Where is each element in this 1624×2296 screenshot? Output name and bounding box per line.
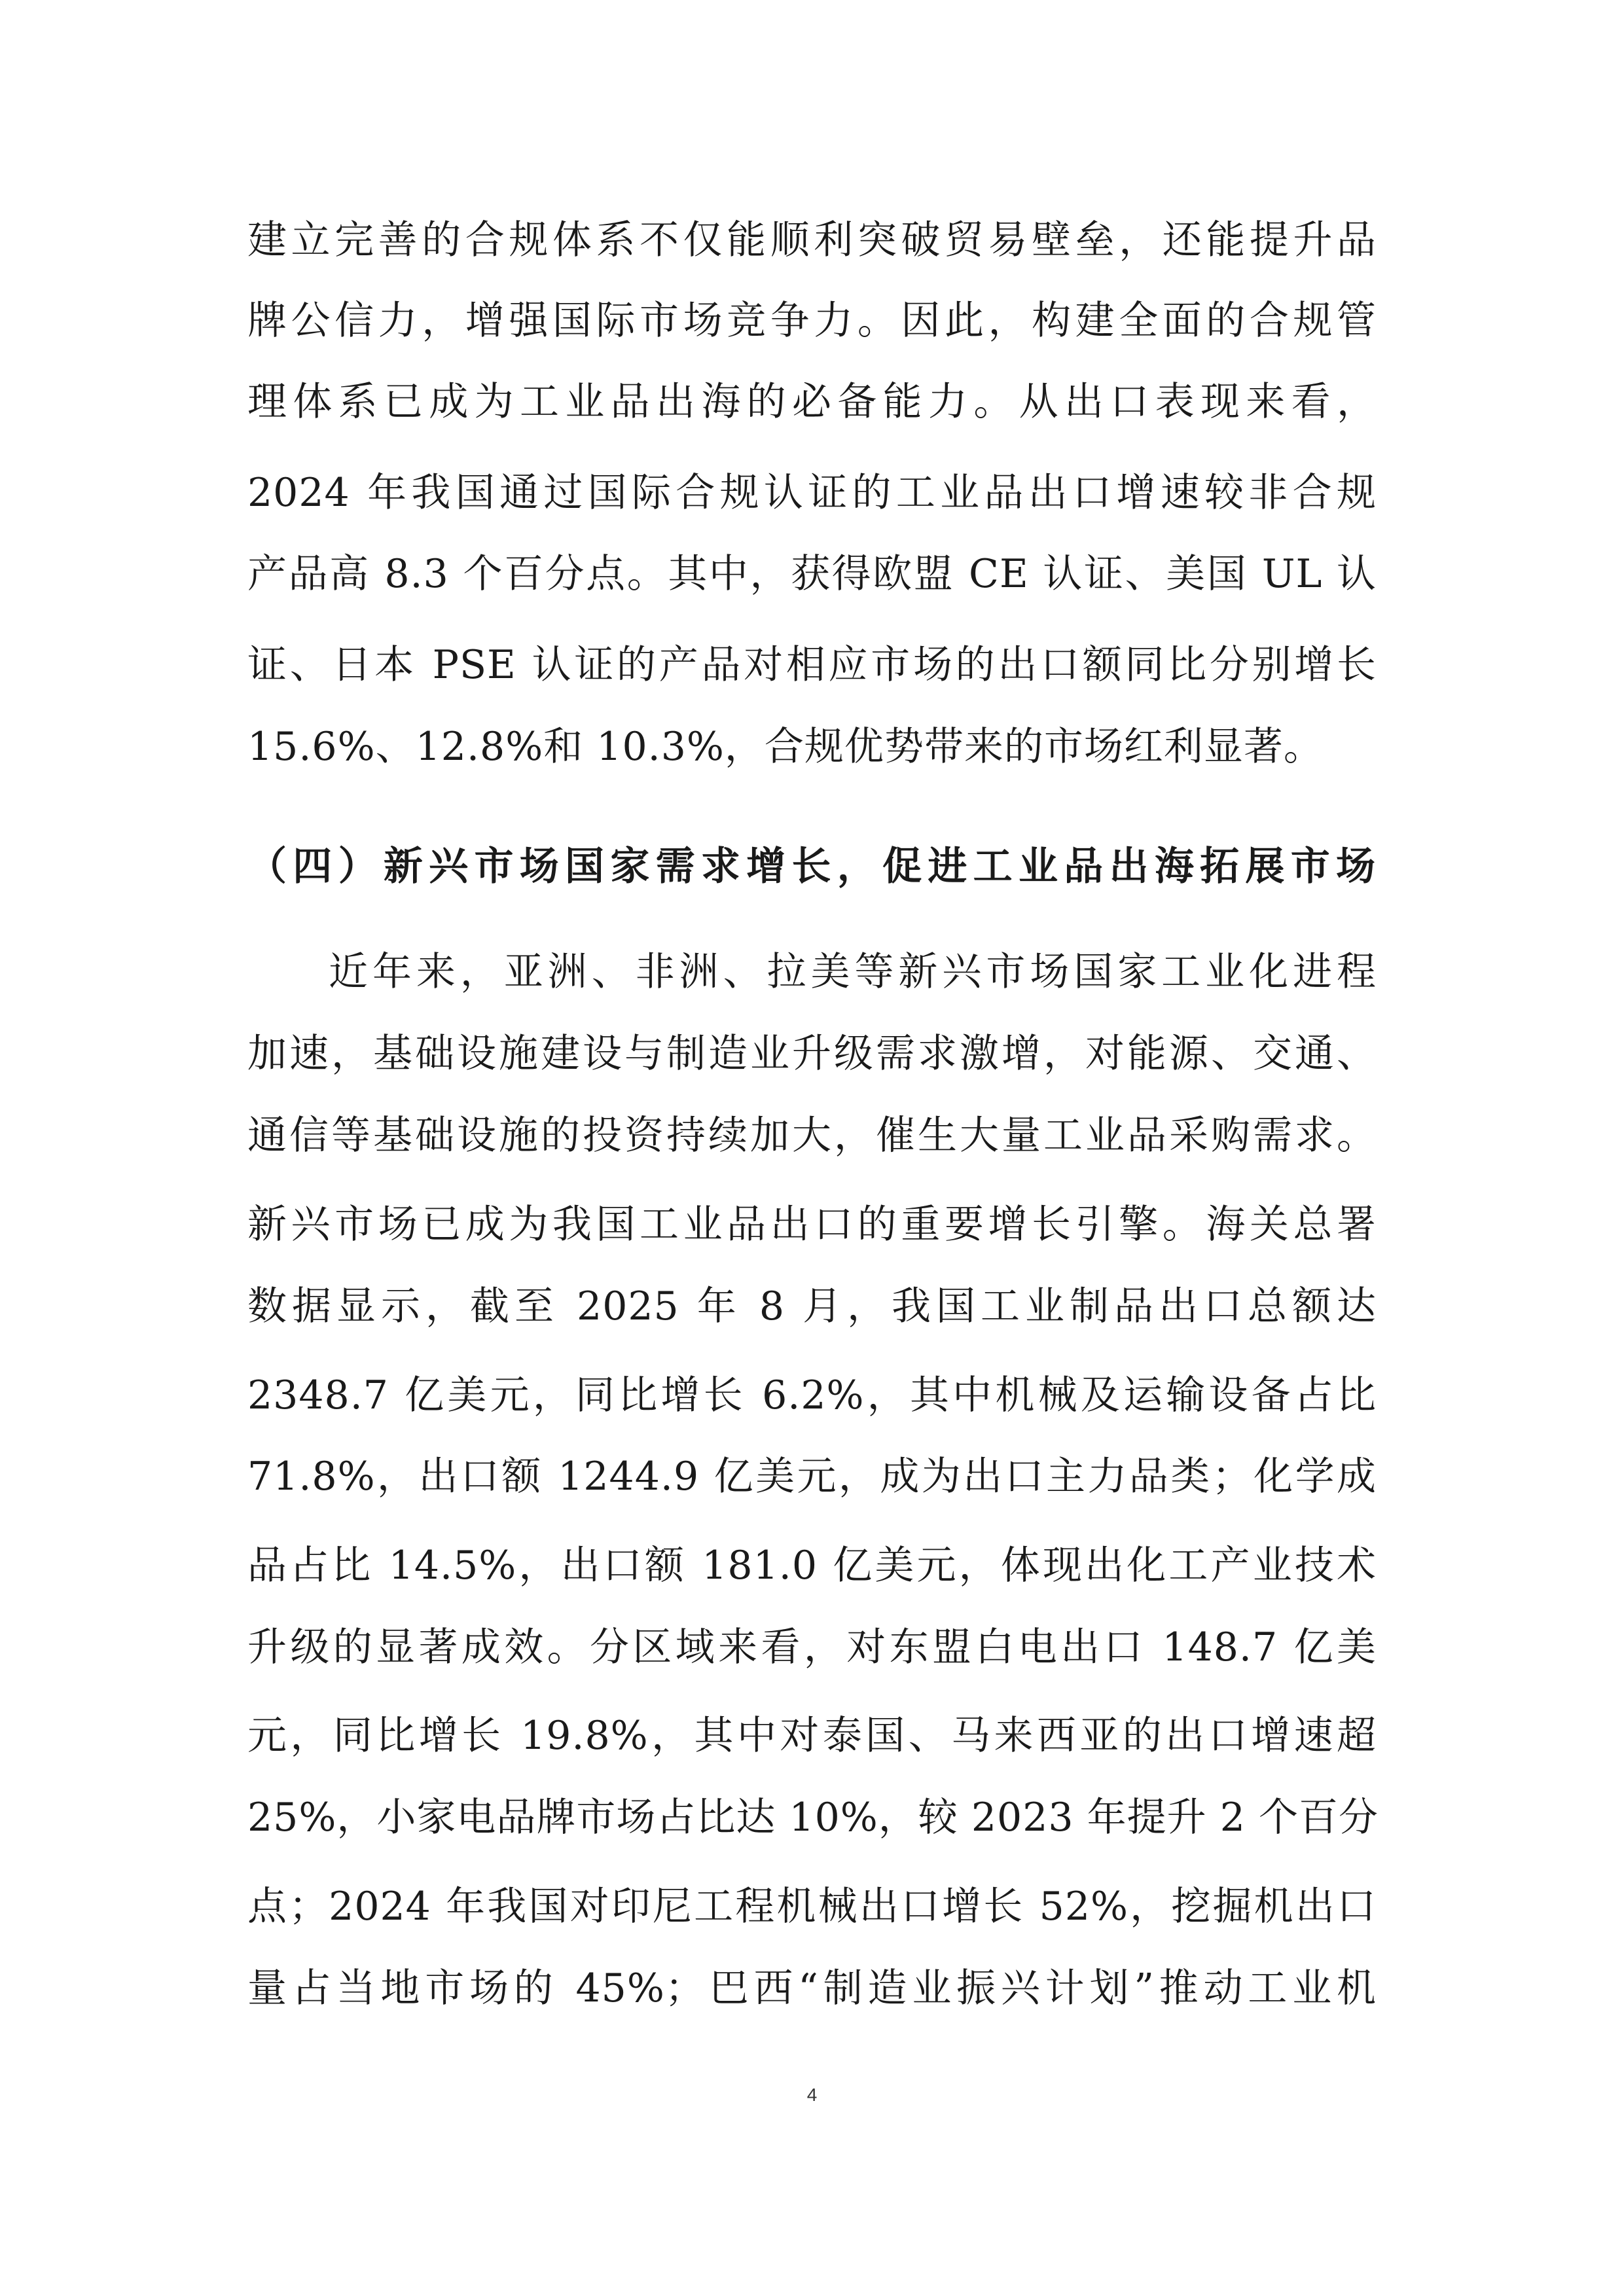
text-line: 新兴市场已成为我国工业品出口的重要增长引擎。海关总署	[247, 1202, 1377, 1247]
text-line: 加速，基础设施建设与制造业升级需求激增，对能源、交通、	[247, 1031, 1377, 1077]
text-line: 牌公信力，增强国际市场竞争力。因此，构建全面的合规管	[247, 298, 1377, 344]
section-heading: （四）新兴市场国家需求增长，促进工业品出海拓展市场	[247, 844, 1377, 889]
page-number: 4	[806, 2085, 818, 2105]
text-line: 证、日本 PSE 认证的产品对相应市场的出口额同比分别增长	[247, 642, 1377, 688]
text-line: 理体系已成为工业品出海的必备能力。从出口表现来看，	[247, 379, 1377, 425]
text-line: 元，同比增长 19.8%，其中对泰国、马来西亚的出口增速超	[247, 1713, 1377, 1759]
text-line: 71.8%，出口额 1244.9 亿美元，成为出口主力品类；化学成	[247, 1454, 1377, 1499]
text-line: 数据显示，截至 2025 年 8 月，我国工业制品出口总额达	[247, 1283, 1377, 1329]
text-line: 升级的显著成效。分区域来看，对东盟白电出口 148.7 亿美	[247, 1624, 1377, 1670]
text-line: 通信等基础设施的投资持续加大，催生大量工业品采购需求。	[247, 1113, 1377, 1158]
text-line: 量占当地市场的 45%；巴西“制造业振兴计划”推动工业机	[247, 1965, 1377, 2011]
text-line: 25%，小家电品牌市场占比达 10%，较 2023 年提升 2 个百分	[247, 1795, 1379, 1840]
text-line: 建立完善的合规体系不仅能顺利突破贸易壁垒，还能提升品	[247, 217, 1377, 263]
text-line: 产品高 8.3 个百分点。其中，获得欧盟 CE 认证、美国 UL 认	[247, 551, 1377, 597]
text-line: 15.6%、12.8%和 10.3%，合规优势带来的市场红利显著。	[247, 724, 1324, 770]
text-line: 2348.7 亿美元，同比增长 6.2%，其中机械及运输设备占比	[247, 1372, 1377, 1418]
text-line: 2024 年我国通过国际合规认证的工业品出口增速较非合规	[247, 470, 1377, 516]
text-line: 点；2024 年我国对印尼工程机械出口增长 52%，挖掘机出口	[247, 1884, 1377, 1929]
text-line: 品占比 14.5%，出口额 181.0 亿美元，体现出化工产业技术	[247, 1543, 1377, 1588]
text-line-indented: 近年来，亚洲、非洲、拉美等新兴市场国家工业化进程	[329, 949, 1377, 995]
